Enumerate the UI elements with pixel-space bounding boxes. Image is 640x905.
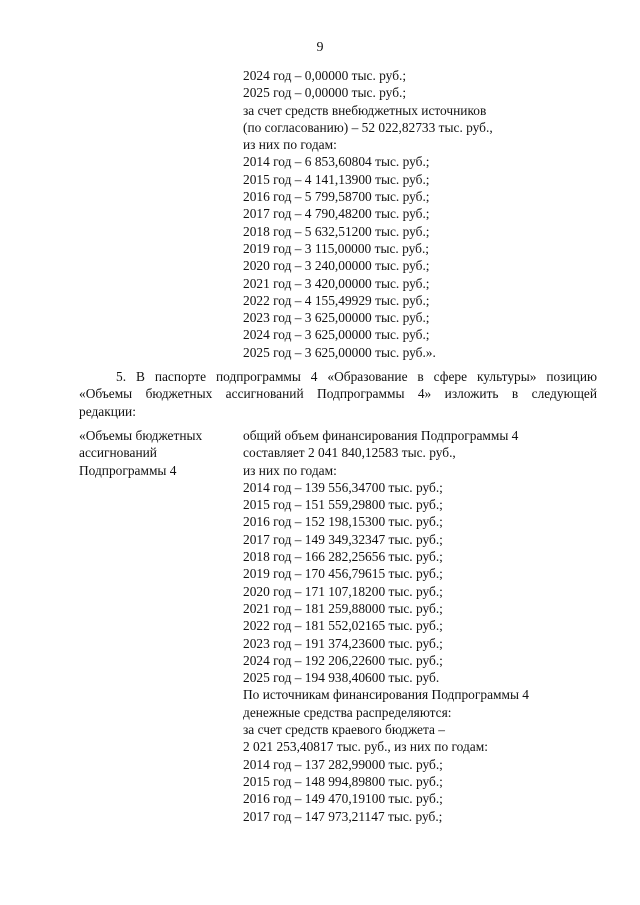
- text-line: общий объем финансирования Подпрограммы 4: [243, 428, 519, 443]
- position-title-cell: [79, 427, 239, 479]
- text-line: 2022 год – 181 552,02165 тыс. руб.;: [243, 618, 443, 634]
- paragraph-line: редакции:: [79, 403, 136, 419]
- subprogram-4-funding-block: [243, 427, 603, 825]
- text-line: 2014 год – 137 282,99000 тыс. руб.;: [243, 756, 443, 772]
- cell-line: «Объемы бюджетных: [79, 428, 203, 443]
- text-line: 2021 год – 3 420,00000 тыс. руб.;: [243, 275, 430, 291]
- cell-line: ассигнований: [79, 445, 157, 461]
- text-line: 2016 год – 5 799,58700 тыс. руб.;: [243, 189, 430, 205]
- amendment-paragraph: [79, 368, 597, 420]
- page-number: 9: [316, 40, 324, 55]
- text-line: 2020 год – 171 107,18200 тыс. руб.;: [243, 583, 443, 599]
- text-line: 2019 год – 3 115,00000 тыс. руб.;: [243, 240, 430, 256]
- paragraph-line: 5. В паспорте подпрограммы 4 «Образование в сфере культуры» позицию: [116, 369, 597, 384]
- text-line: за счет средств внебюджетных источников: [243, 102, 487, 118]
- text-line: 2023 год – 191 374,23600 тыс. руб.;: [243, 635, 443, 651]
- text-line: составляет 2 041 840,12583 тыс. руб.,: [243, 445, 456, 461]
- text-line: 2021 год – 181 259,88000 тыс. руб.;: [243, 600, 443, 616]
- text-line: 2022 год – 4 155,49929 тыс. руб.;: [243, 292, 430, 308]
- text-line: 2014 год – 6 853,60804 тыс. руб.;: [243, 154, 430, 170]
- text-line: 2025 год – 3 625,00000 тыс. руб.».: [243, 344, 436, 360]
- text-line: 2024 год – 0,00000 тыс. руб.;: [243, 68, 407, 83]
- text-line: 2015 год – 4 141,13900 тыс. руб.;: [243, 171, 430, 187]
- text-line: 2015 год – 151 559,29800 тыс. руб.;: [243, 497, 443, 513]
- text-line: 2018 год – 5 632,51200 тыс. руб.;: [243, 223, 430, 239]
- funding-continuation-block: [243, 67, 603, 361]
- text-line: 2016 год – 149 470,19100 тыс. руб.;: [243, 791, 443, 807]
- text-line: 2018 год – 166 282,25656 тыс. руб.;: [243, 549, 443, 565]
- text-line: из них по годам:: [243, 462, 337, 478]
- paragraph-line: «Объемы бюджетных ассигнований Подпрограммы 4» изложить в следующей: [79, 386, 597, 402]
- text-line: (по согласованию) – 52 022,82733 тыс. руб.,: [243, 119, 493, 135]
- text-line: 2017 год – 149 349,32347 тыс. руб.;: [243, 531, 443, 547]
- text-line: 2024 год – 3 625,00000 тыс. руб.;: [243, 327, 430, 343]
- text-line: По источникам финансирования Подпрограммы 4: [243, 687, 529, 703]
- text-line: из них по годам:: [243, 137, 337, 153]
- text-line: 2016 год – 152 198,15300 тыс. руб.;: [243, 514, 443, 530]
- text-line: денежные средства распределяются:: [243, 704, 452, 720]
- text-line: 2023 год – 3 625,00000 тыс. руб.;: [243, 310, 430, 326]
- text-line: 2019 год – 170 456,79615 тыс. руб.;: [243, 566, 443, 582]
- text-line: 2014 год – 139 556,34700 тыс. руб.;: [243, 479, 443, 495]
- text-line: 2024 год – 192 206,22600 тыс. руб.;: [243, 652, 443, 668]
- text-line: 2 021 253,40817 тыс. руб., из них по годам:: [243, 739, 488, 755]
- text-line: за счет средств краевого бюджета –: [243, 722, 446, 738]
- cell-line: Подпрограммы 4: [79, 462, 177, 478]
- text-line: 2017 год – 4 790,48200 тыс. руб.;: [243, 206, 430, 222]
- text-line: 2015 год – 148 994,89800 тыс. руб.;: [243, 773, 443, 789]
- text-line: 2020 год – 3 240,00000 тыс. руб.;: [243, 258, 430, 274]
- text-line: 2025 год – 0,00000 тыс. руб.;: [243, 85, 407, 101]
- text-line: 2017 год – 147 973,21147 тыс. руб.;: [243, 808, 443, 824]
- text-line: 2025 год – 194 938,40600 тыс. руб.: [243, 670, 440, 686]
